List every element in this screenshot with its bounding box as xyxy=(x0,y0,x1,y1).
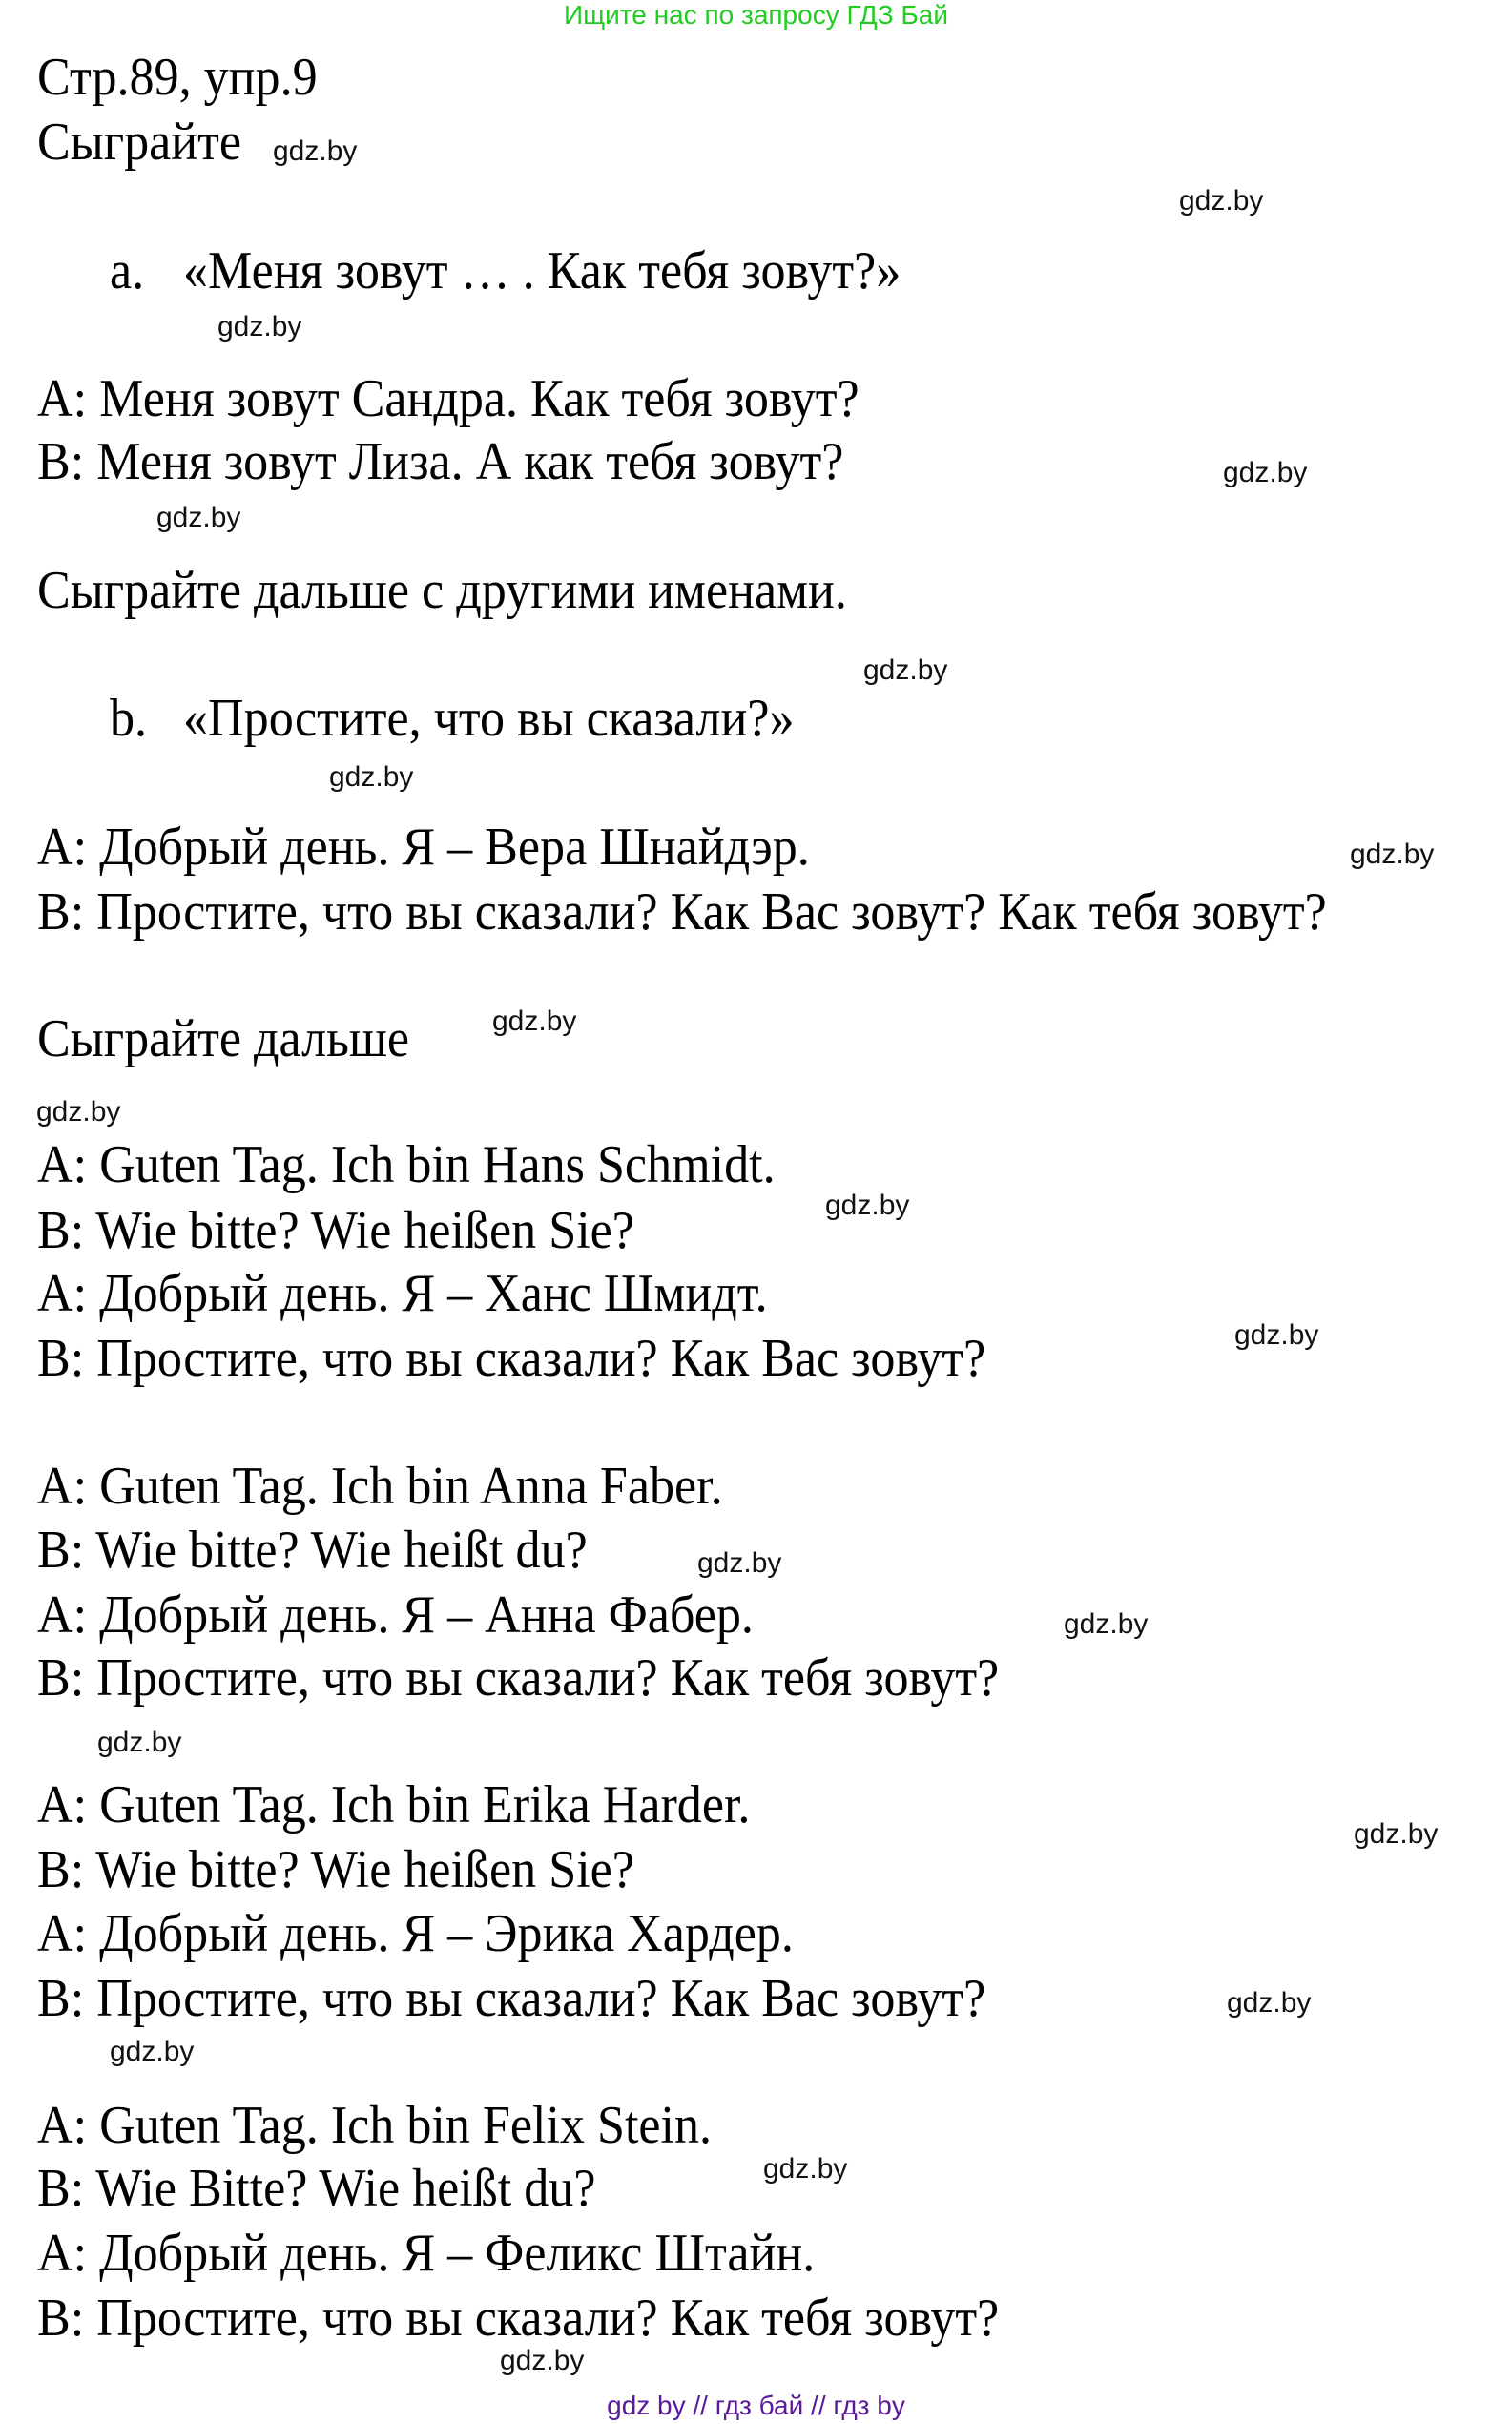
dialogue-line: A: Добрый день. Я – Феликс Штайн. xyxy=(37,2224,816,2283)
watermark: gdz.by xyxy=(1227,1987,1312,2019)
watermark: gdz.by xyxy=(156,502,241,533)
dialogue-line: A: Меня зовут Сандра. Как тебя зовут? xyxy=(37,369,860,428)
watermark: gdz.by xyxy=(217,311,302,342)
watermark: gdz.by xyxy=(36,1096,121,1128)
watermark: gdz.by xyxy=(763,2153,848,2185)
watermark: gdz.by xyxy=(825,1190,910,1221)
section-a-heading: «Меня зовут … . Как тебя зовут?» xyxy=(183,241,901,300)
dialogue-line: B: Простите, что вы сказали? Как Вас зовут? Как тебя зовут? xyxy=(37,882,1327,942)
footer-links[interactable]: gdz by // гдз бай // гдз by xyxy=(607,2391,905,2420)
watermark: gdz.by xyxy=(1064,1608,1149,1640)
watermark: gdz.by xyxy=(273,135,358,167)
section-a-label: a. xyxy=(110,241,145,300)
dialogue-line: A: Guten Tag. Ich bin Hans Schmidt. xyxy=(37,1135,776,1194)
dialogue-line: A: Добрый день. Я – Анна Фабер. xyxy=(37,1585,754,1645)
dialogue-line: B: Wie bitte? Wie heißt du? xyxy=(37,1521,588,1580)
watermark: gdz.by xyxy=(110,2036,195,2067)
dialogue-line: B: Простите, что вы сказали? Как Вас зовут? xyxy=(37,1329,986,1388)
watermark: gdz.by xyxy=(1354,1818,1439,1850)
dialogue-line: B: Wie Bitte? Wie heißt du? xyxy=(37,2159,596,2218)
section-b-heading: «Простите, что вы сказали?» xyxy=(183,689,795,748)
dialogue-line: Сыграйте дальше xyxy=(37,1009,410,1068)
watermark: gdz.by xyxy=(1234,1319,1319,1351)
page-title: Стр.89, упр.9 xyxy=(37,48,318,107)
instruction: Сыграйте xyxy=(37,113,242,172)
search-banner[interactable]: Ищите нас по запросу ГДЗ Бай xyxy=(563,0,949,30)
dialogue-line: B: Меня зовут Лиза. А как тебя зовут? xyxy=(37,432,844,491)
watermark: gdz.by xyxy=(697,1547,782,1579)
dialogue-line: A: Guten Tag. Ich bin Anna Faber. xyxy=(37,1457,723,1516)
dialogue-line: B: Простите, что вы сказали? Как тебя зовут? xyxy=(37,1648,1000,1708)
dialogue-line: B: Простите, что вы сказали? Как тебя зовут? xyxy=(37,2289,1000,2348)
dialogue-line: A: Добрый день. Я – Вера Шнайдэр. xyxy=(37,818,810,877)
section-b-label: b. xyxy=(110,689,148,748)
dialogue-line: A: Guten Tag. Ich bin Felix Stein. xyxy=(37,2096,713,2155)
watermark: gdz.by xyxy=(329,761,414,793)
watermark: gdz.by xyxy=(97,1727,182,1758)
watermark: gdz.by xyxy=(1179,185,1264,217)
watermark: gdz.by xyxy=(863,654,948,686)
dialogue-line: A: Guten Tag. Ich bin Erika Harder. xyxy=(37,1775,751,1834)
dialogue-line: Сыграйте дальше с другими именами. xyxy=(37,561,847,620)
watermark: gdz.by xyxy=(500,2345,585,2376)
watermark: gdz.by xyxy=(1223,457,1308,488)
dialogue-line: A: Добрый день. Я – Ханс Шмидт. xyxy=(37,1264,768,1323)
dialogue-line: B: Wie bitte? Wie heißen Sie? xyxy=(37,1201,634,1260)
dialogue-line: A: Добрый день. Я – Эрика Хардер. xyxy=(37,1904,794,1963)
dialogue-line: B: Wie bitte? Wie heißen Sie? xyxy=(37,1840,634,1899)
dialogue-line: B: Простите, что вы сказали? Как Вас зовут? xyxy=(37,1969,986,2028)
watermark: gdz.by xyxy=(1350,839,1435,870)
watermark: gdz.by xyxy=(492,1005,577,1037)
